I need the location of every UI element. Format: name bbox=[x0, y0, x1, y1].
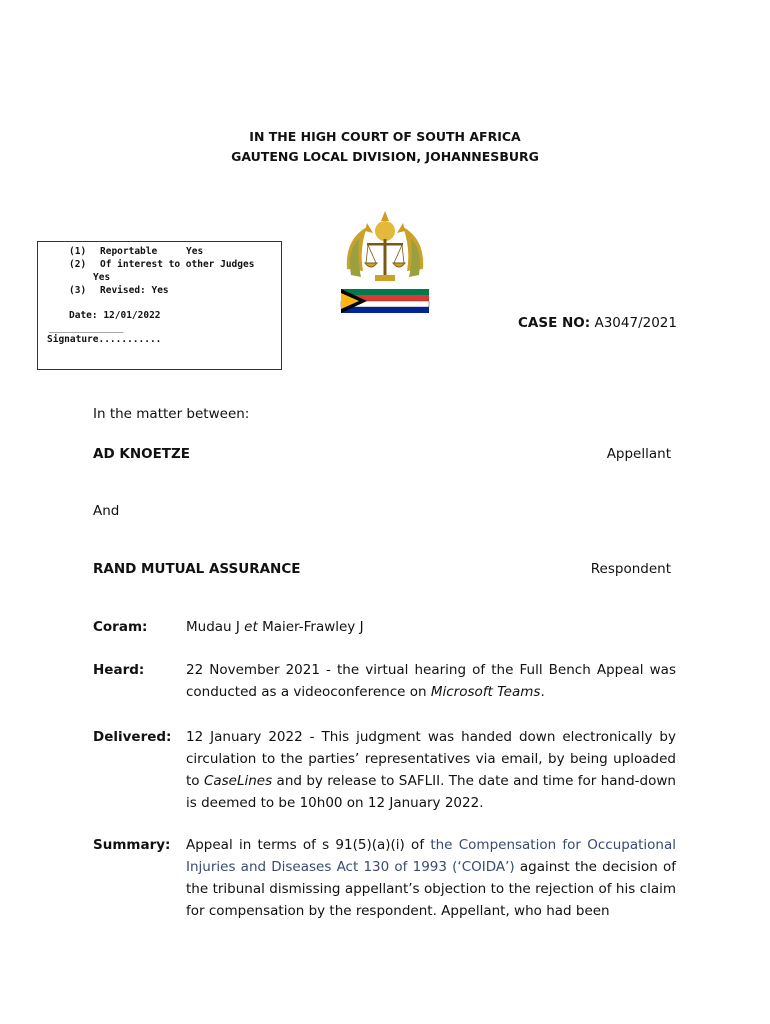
item-2-value: Yes bbox=[93, 272, 111, 283]
coat-of-arms-emblem bbox=[337, 209, 433, 313]
delivered-text: 12 January 2022 - This judgment was handed down electronically by circulation to the parties’ representatives via email, by being uploaded to CaseLines and by release to SAFLII. The date and time for hand-down is deemed to be 10h00 on 12 January 2022. bbox=[186, 729, 676, 811]
item-2-label: Of interest to other Judges bbox=[100, 259, 255, 270]
item-3-label: Revised: Yes bbox=[100, 285, 169, 296]
heard-label: Heard: bbox=[93, 662, 145, 678]
respondent-name: RAND MUTUAL ASSURANCE bbox=[93, 561, 301, 577]
signature-line: _____________ bbox=[49, 322, 124, 333]
summary-text: Appeal in terms of s 91(5)(a)(i) of the Compensation for Occupational Injuries and Diseases Act 130 of 1993 (‘COIDA’) against the decision of the tribunal dismissing appellant’s objection to the rejection of his claim for compensation by the respondent. Appellant, who had been bbox=[186, 837, 676, 919]
case-number bbox=[518, 315, 677, 331]
heard-text: 22 November 2021 - the virtual hearing of the Full Bench Appeal was conducted as a videoconference on Microsoft Teams. bbox=[186, 662, 676, 700]
appellant-name: AD KNOETZE bbox=[93, 446, 191, 462]
matter-heading: In the matter between: bbox=[93, 406, 250, 422]
item-2-number: (2) bbox=[69, 259, 87, 270]
and-separator: And bbox=[93, 503, 120, 519]
court-name: IN THE HIGH COURT OF SOUTH AFRICA bbox=[249, 129, 521, 144]
respondent-role: Respondent bbox=[590, 561, 671, 577]
case-number-label: CASE NO: bbox=[518, 315, 591, 331]
appellant-role: Appellant bbox=[606, 446, 671, 462]
item-1-number: (1) bbox=[69, 246, 87, 257]
coram-label: Coram: bbox=[93, 619, 148, 635]
delivered-label: Delivered: bbox=[93, 729, 172, 745]
court-division: GAUTENG LOCAL DIVISION, JOHANNESBURG bbox=[231, 149, 539, 164]
judgment-date: Date: 12/01/2022 bbox=[69, 310, 161, 321]
item-3-number: (3) bbox=[69, 285, 87, 296]
summary-label: Summary: bbox=[93, 837, 171, 853]
case-number-value: A3047/2021 bbox=[594, 315, 677, 331]
reportable-box bbox=[37, 241, 282, 370]
item-1-label: Reportable bbox=[100, 246, 158, 257]
signature-label: Signature........... bbox=[47, 334, 162, 345]
coram-text: Mudau J et Maier-Frawley J bbox=[186, 619, 364, 635]
item-1-value: Yes bbox=[186, 246, 204, 257]
